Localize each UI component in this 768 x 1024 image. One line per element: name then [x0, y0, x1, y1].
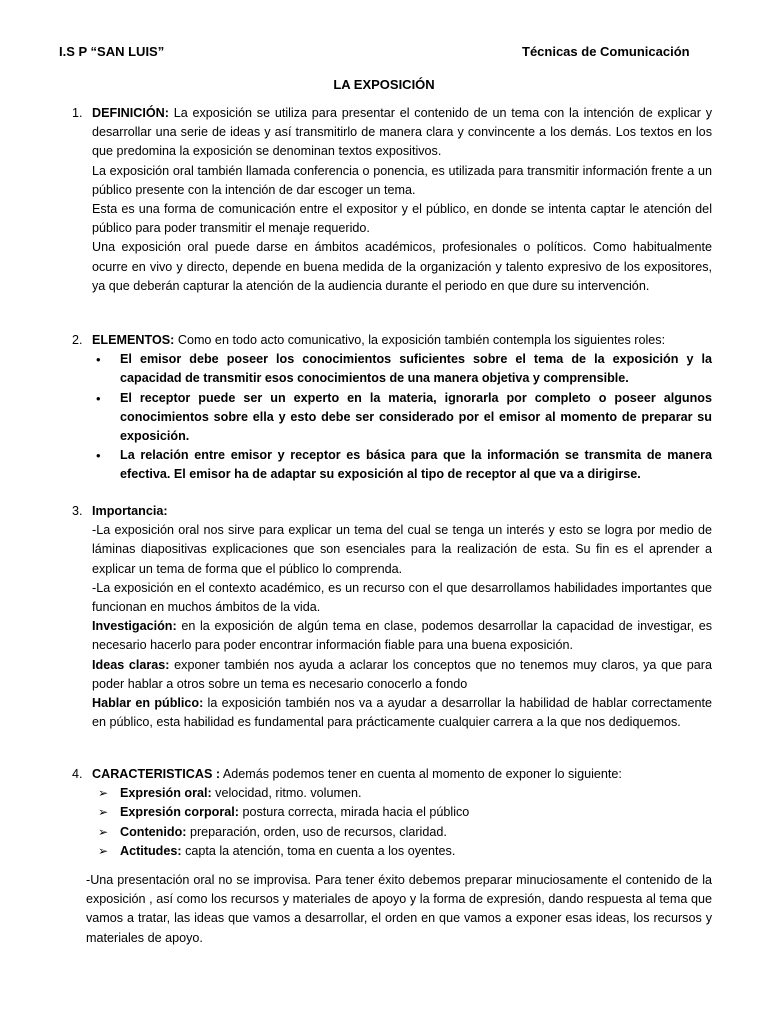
paragraph-text: la exposición también nos va a ayudar a desarrollar la habilidad de hablar correctamente en público, esta habilidad es fundamental para prácticamente cualquier carrera a la que nos dediquemos. [92, 696, 712, 730]
item-label: Expresión corporal: [120, 805, 239, 820]
list-item [60, 784, 712, 803]
arrow-bullet-icon: ➢ [98, 824, 109, 839]
section-caracteristicas [60, 765, 712, 861]
paragraph-label: Ideas claras: [92, 657, 170, 672]
caracteristicas-first-paragraph [60, 765, 712, 784]
definicion-paragraph-4: Una exposición oral puede darse en ámbitos académicos, profesionales o políticos. Como habitualmente ocurre en vivo y directo, depende en buena medida de la organización y talento expresivo de los expositores, ya que deberán capturar la atención de la audiencia durante el periodo en que dure su intervención. [92, 240, 712, 293]
item-label: Expresión oral: [120, 786, 212, 801]
definicion-paragraph-2: La exposición oral también llamada conferencia o ponencia, es utilizada para transmitir información frente a un público presente con la intención de dar escoger un tema. [92, 163, 712, 197]
section-label: ELEMENTOS: [92, 333, 175, 347]
institution-header: I.S P “SAN LUIS” [59, 44, 165, 59]
bullet-icon: • [96, 448, 101, 464]
section-number: 4. [72, 767, 83, 781]
paragraph-label: Investigación: [92, 619, 177, 634]
list-item [60, 446, 712, 484]
list-item [60, 823, 712, 842]
item-text: preparación, orden, uso de recursos, claridad. [186, 824, 447, 839]
bullet-icon: • [96, 352, 101, 368]
section-label: DEFINICIÓN: [92, 106, 169, 120]
document-title: LA EXPOSICIÓN [333, 77, 435, 92]
course-header: Técnicas de Comunicación [522, 44, 690, 59]
section-definicion [60, 104, 712, 296]
closing-paragraph-block [60, 871, 712, 948]
section-number: 3. [72, 504, 83, 518]
bullet-text: El receptor puede ser un experto en la materia, ignorarla por completo o poseer algunos conocimientos sobre ella y esto debe ser considerado por el emisor al momento de preparar su exposición. [120, 390, 712, 444]
list-item [60, 350, 712, 388]
paragraph-text: Como en todo acto comunicativo, la exposición también contempla los siguientes roles: [174, 333, 666, 347]
item-text: capta la atención, toma en cuenta a los oyentes. [181, 843, 456, 858]
section-importancia [60, 502, 712, 732]
importancia-paragraph-hablar [60, 694, 712, 732]
paragraph-text: La exposición se utiliza para presentar el contenido de un tema con la intención de explicar y desarrollar una serie de ideas y así transmitirlo de manera clara y convincente a los demás. Los textos en los que predomina la exposición se denominan textos expositivos. [92, 106, 712, 159]
paragraph-text: Además podemos tener en cuenta al momento de exponer lo siguiente: [220, 767, 622, 781]
importancia-paragraph-2: -La exposición en el contexto académico, es un recurso con el que desarrollamos habilidades importantes que funcionan en muchos ámbitos de la vida. [92, 580, 712, 615]
definicion-paragraph-3: Esta es una forma de comunicación entre el expositor y el público, en donde se intenta captar le atención del público para poder transmitir el menaje requerido. [92, 202, 712, 236]
section-label: Importancia: [92, 504, 168, 518]
paragraph-label: Hablar en público: [92, 696, 204, 711]
importancia-paragraph-ideas [60, 656, 712, 694]
list-item [60, 389, 712, 447]
definicion-first-paragraph [60, 104, 712, 162]
closing-paragraph: -Una presentación oral no se improvisa. Para tener éxito debemos preparar minuciosamente el contenido de la exposición , así como los recursos y materiales de apoyo y la forma de expresión, dando respuesta al tema que vamos a tratar, las ideas que vamos a desarrollar, el orden en que vamos a exponer esas ideas, los recursos y materiales de apoyo. [86, 873, 712, 945]
item-text: velocidad, ritmo. volumen. [211, 786, 362, 801]
paragraph-text: exponer también nos ayuda a aclarar los conceptos que no tenemos muy claros, ya que para poder hablar a otros sobre un tema es necesario conocerlo a fondo [92, 657, 712, 691]
list-item [60, 803, 712, 822]
section-number: 2. [72, 333, 83, 347]
item-label: Actitudes: [120, 843, 182, 858]
bullet-text: El emisor debe poseer los conocimientos suficientes sobre el tema de la exposición y la capacidad de transmitir esos conocimientos de una manera objetiva y comprensible. [120, 352, 712, 386]
section-number: 1. [72, 106, 83, 120]
item-text: postura correcta, mirada hacia el público [238, 805, 470, 820]
item-label: Contenido: [120, 824, 187, 839]
arrow-bullet-icon: ➢ [98, 843, 109, 858]
importancia-paragraph-investigacion [60, 617, 712, 655]
elementos-first-paragraph [60, 331, 712, 350]
arrow-bullet-icon: ➢ [98, 805, 109, 820]
bullet-icon: • [96, 390, 101, 406]
section-label: CARACTERISTICAS : [92, 767, 221, 781]
bullet-text: La relación entre emisor y receptor es básica para que la información se transmita de manera efectiva. El emisor ha de adaptar su exposición al tipo de receptor al que va a dirigirse. [120, 448, 712, 482]
list-item [60, 842, 712, 861]
paragraph-text: en la exposición de algún tema en clase, podemos desarrollar la capacidad de investigar, es necesario hacerlo para poder encontrar información fiable para una buena exposición. [92, 619, 712, 653]
section-elementos [60, 331, 712, 485]
arrow-bullet-icon: ➢ [98, 786, 109, 801]
importancia-paragraph-1: -La exposición oral nos sirve para explicar un tema del cual se tenga un interés y esto se logra por medio de láminas diapositivas explicaciones que son esenciales para la realización de esta. Su fin es el aprender a explicar un tema de forma que el público lo comprenda. [92, 523, 712, 576]
importancia-heading [60, 502, 712, 521]
